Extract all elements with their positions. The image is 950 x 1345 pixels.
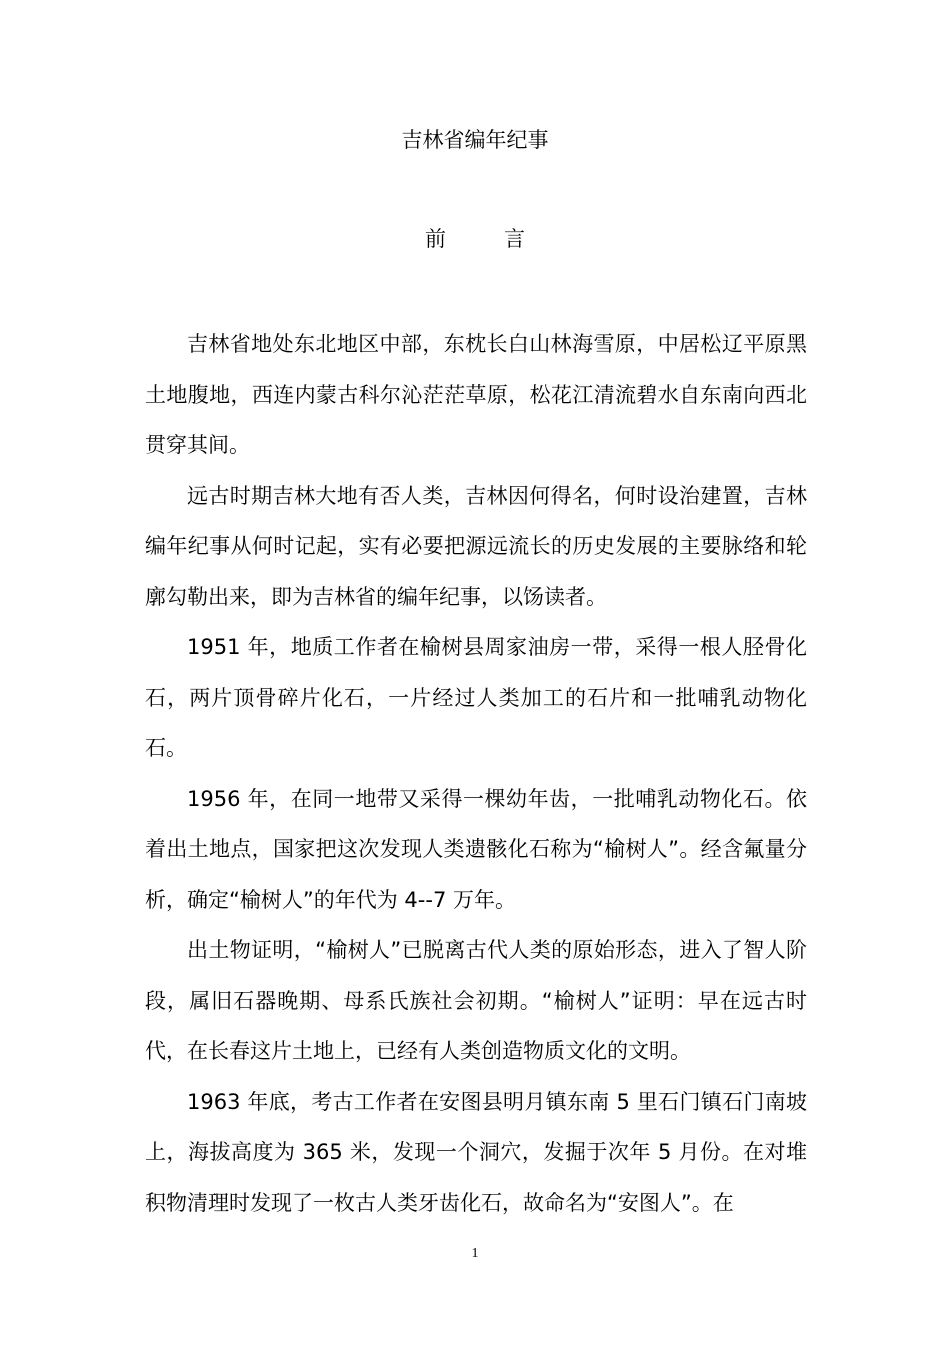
section-heading-char-2: 言 [504,227,525,251]
paragraph-4: 1956 年，在同一地带又采得一棵幼年齿，一批哺乳动物化石。依着出土地点，国家把这次发现人类遗骸化石称为“榆树人”。经含氟量分析，确定“榆树人”的年代为 4--7 万年。 [145,786,807,912]
body-text [145,319,807,1228]
paragraph-3: 1951 年，地质工作者在榆树县周家油房一带，采得一根人胫骨化石，两片顶骨碎片化石，一片经过人类加工的石片和一批哺乳动物化石。 [145,635,807,760]
document-title: 吉林省编年纪事 [401,128,549,152]
section-heading-char-1: 前 [425,227,446,251]
page-number: 1 [471,1246,479,1261]
paragraph-6: 1963 年底，考古工作者在安图县明月镇东南 5 里石门镇石门南坡上，海拔高度为 365 米，发现一个洞穴，发掘于次年 5 月份。在对堆积物清理时发现了一枚古人类牙齿化石，故命名为“安图人”。在 [145,1089,807,1215]
paragraph-2: 远古时期吉林大地有否人类，吉林因何得名，何时设治建置，吉林编年纪事从何时记起，实有必要把源远流长的历史发展的主要脉络和轮廓勾勒出来，即为吉林省的编年纪事，以饧读者。 [145,483,807,609]
section-heading [0,223,950,255]
paragraph-1: 吉林省地处东北地区中部，东枕长白山林海雪原，中居松辽平原黑土地腹地，西连内蒙古科尔沁茫茫草原，松花江清流碧水自东南向西北贯穿其间。 [145,332,807,457]
paragraph-5: 出土物证明，“榆树人”已脱离古代人类的原始形态，进入了智人阶段，属旧石器晚期、母系氏族社会初期。“榆树人”证明：早在远古时代，在长春这片土地上，已经有人类创造物质文化的文明。 [145,938,807,1063]
